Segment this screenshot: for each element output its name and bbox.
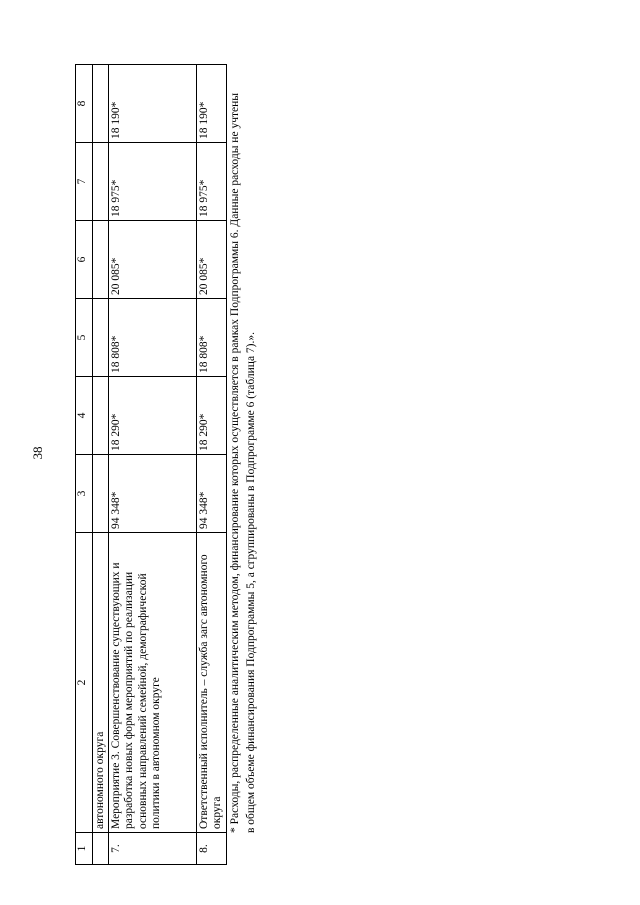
value-cell: 18 290*: [109, 377, 197, 455]
table-cell: [93, 65, 109, 143]
header-cell: 3: [76, 455, 93, 533]
row-number: 8.: [197, 833, 227, 865]
value-cell: 18 290*: [197, 377, 227, 455]
table-cell: [93, 377, 109, 455]
value-cell: 18 808*: [109, 299, 197, 377]
row-name: Ответственный исполнитель – служба загс автономного округа: [197, 533, 227, 833]
table-header-row: [76, 65, 93, 865]
footnote: * Расходы, распределенные аналитическим методом, финансирование которых осуществляется в рамках Подпрограммы 6. Данные расходы не учтены в общем объеме финансирования Подпрограммы 5, а сгруппированы в Подпрограмме 6 (таблица 7).».: [229, 93, 257, 833]
funding-table: [75, 64, 227, 865]
value-cell: 20 085*: [109, 221, 197, 299]
row-name: Мероприятие 3. Совершенствование существующих и разработка новых форм мероприятий по реализации основных направлений семейной, демографической политики в автономном округе: [109, 533, 197, 833]
table-cell: [93, 299, 109, 377]
table-cell: [93, 143, 109, 221]
header-cell: 5: [76, 299, 93, 377]
value-cell: 94 348*: [109, 455, 197, 533]
value-cell: 18 808*: [197, 299, 227, 377]
header-cell: 4: [76, 377, 93, 455]
continuation-text: автономного округа: [93, 533, 109, 833]
table-row: [197, 65, 227, 865]
continuation-row: [93, 65, 109, 865]
row-number: 7.: [109, 833, 197, 865]
table-cell: [93, 455, 109, 533]
table-row: [109, 65, 197, 865]
value-cell: 18 975*: [109, 143, 197, 221]
page-number: 38: [30, 446, 45, 460]
table-cell: [93, 833, 109, 865]
value-cell: 18 190*: [197, 65, 227, 143]
header-cell: 2: [76, 533, 93, 833]
value-cell: 94 348*: [197, 455, 227, 533]
header-cell: 8: [76, 65, 93, 143]
header-cell: 7: [76, 143, 93, 221]
header-cell: 6: [76, 221, 93, 299]
value-cell: 18 975*: [197, 143, 227, 221]
value-cell: 20 085*: [197, 221, 227, 299]
value-cell: 18 190*: [109, 65, 197, 143]
header-cell: 1: [76, 833, 93, 865]
table-cell: [93, 221, 109, 299]
